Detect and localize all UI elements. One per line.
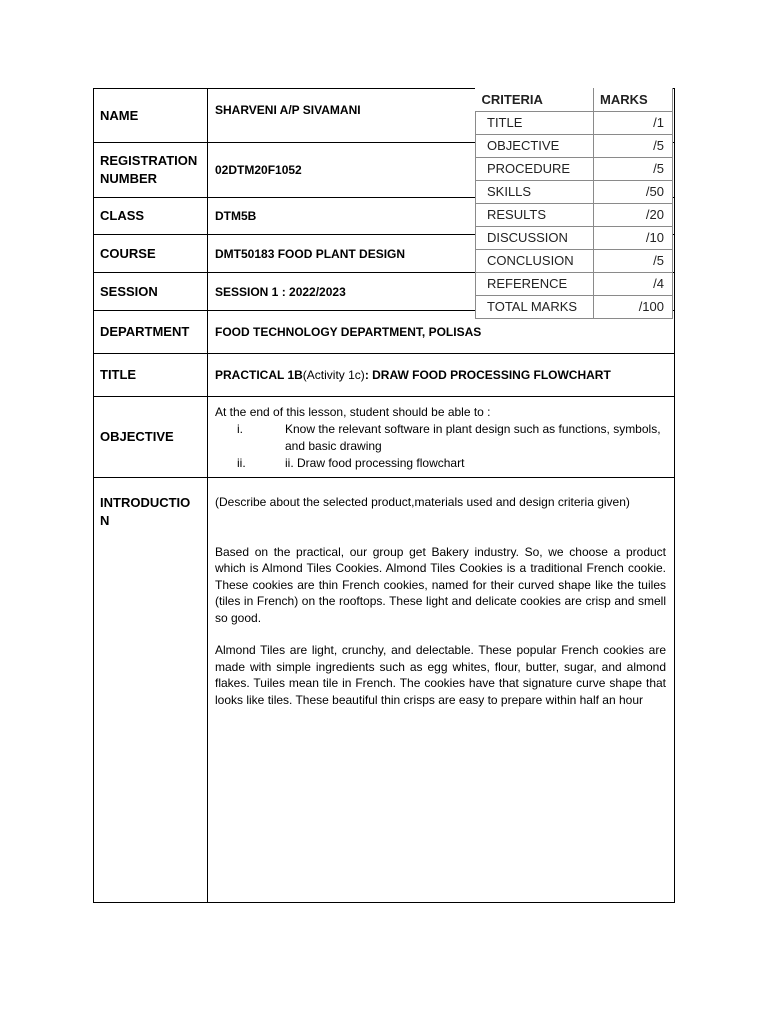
table-row — [476, 203, 673, 226]
title-value — [208, 354, 674, 396]
introduction-hint: (Describe about the selected product,materials used and design criteria given) — [215, 495, 630, 509]
objective-number: i. — [237, 422, 243, 436]
name-label: NAME — [94, 89, 208, 142]
objective-list — [215, 421, 666, 472]
course-value: DMT50183 FOOD PLANT DESIGN — [215, 246, 406, 261]
criteria-cell: PROCEDURE — [476, 157, 594, 180]
department-value: FOOD TECHNOLOGY DEPARTMENT, POLISAS — [215, 325, 482, 339]
objective-number: ii. — [237, 456, 246, 470]
criteria-cell: CONCLUSION — [476, 249, 594, 272]
title-label: TITLE — [94, 354, 208, 396]
criteria-cell: DISCUSSION — [476, 226, 594, 249]
criteria-marks-table — [475, 88, 673, 319]
title-value-part-b: (Activity 1c) — [302, 368, 365, 382]
objective-text: Know the relevant software in plant design such as functions, symbols, and basic drawing — [285, 422, 661, 453]
introduction-paragraph-1: Based on the practical, our group get Bakery industry. So, we choose a product which is Almond Tiles Cookies. Almond Tiles Cookies is a traditional French cookie. These cookies are thin French cookies, named for their curved shape like the tuiles (tiles in French) on the rooftops. These light and delicate cookies are crisp and smell so good. — [215, 544, 666, 625]
marks-cell: /50 — [594, 180, 673, 203]
marks-header: MARKS — [594, 88, 673, 111]
marks-cell: /20 — [594, 203, 673, 226]
marks-cell: /5 — [594, 157, 673, 180]
objective-row — [94, 397, 674, 478]
marks-cell: /5 — [594, 249, 673, 272]
registration-value: 02DTM20F1052 — [215, 163, 302, 177]
criteria-cell: TOTAL MARKS — [476, 295, 594, 318]
table-row — [476, 272, 673, 295]
list-item — [215, 421, 666, 455]
marks-cell: /1 — [594, 111, 673, 134]
title-value-part-c: : DRAW FOOD PROCESSING FLOWCHART — [364, 368, 611, 382]
table-row — [476, 295, 673, 318]
objective-label: OBJECTIVE — [94, 397, 208, 477]
table-row — [476, 180, 673, 203]
session-value: SESSION 1 : 2022/2023 — [215, 284, 346, 299]
title-row — [94, 354, 674, 397]
introduction-row — [94, 478, 674, 902]
objective-content — [208, 397, 674, 477]
class-label: CLASS — [94, 198, 208, 234]
class-value: DTM5B — [215, 209, 257, 223]
introduction-content — [208, 478, 674, 902]
department-label: DEPARTMENT — [94, 311, 208, 353]
course-label: COURSE — [94, 235, 208, 272]
session-label: SESSION — [94, 273, 208, 310]
table-row — [476, 111, 673, 134]
introduction-paragraph-2: Almond Tiles are light, crunchy, and delectable. These popular French cookies are made with simple ingredients such as egg whites, flour, butter, sugar, and almond flakes. Tuiles mean tile in French. The cookies have that signature curve shape that looks like tiles. These beautiful thin crisps are easy to prepare within half an hour — [215, 643, 666, 707]
registration-label: REGISTRATION NUMBER — [94, 143, 208, 197]
objective-intro: At the end of this lesson, student should be able to : — [215, 405, 491, 419]
criteria-header: CRITERIA — [476, 88, 594, 111]
table-row — [476, 249, 673, 272]
marks-cell: /10 — [594, 226, 673, 249]
introduction-label: INTRODUCTIO N — [94, 478, 208, 902]
table-row — [476, 157, 673, 180]
table-row — [476, 226, 673, 249]
marks-cell: /4 — [594, 272, 673, 295]
table-row — [476, 134, 673, 157]
criteria-cell: RESULTS — [476, 203, 594, 226]
criteria-header-row — [476, 88, 673, 111]
title-value-part-a: PRACTICAL 1B — [215, 368, 303, 382]
criteria-cell: TITLE — [476, 111, 594, 134]
marks-cell: /100 — [594, 295, 673, 318]
name-value: SHARVENI A/P SIVAMANI — [215, 103, 361, 117]
criteria-cell: SKILLS — [476, 180, 594, 203]
marks-cell: /5 — [594, 134, 673, 157]
criteria-cell: OBJECTIVE — [476, 134, 594, 157]
list-item — [215, 455, 666, 472]
objective-text: ii. Draw food processing flowchart — [285, 456, 465, 470]
criteria-cell: REFERENCE — [476, 272, 594, 295]
